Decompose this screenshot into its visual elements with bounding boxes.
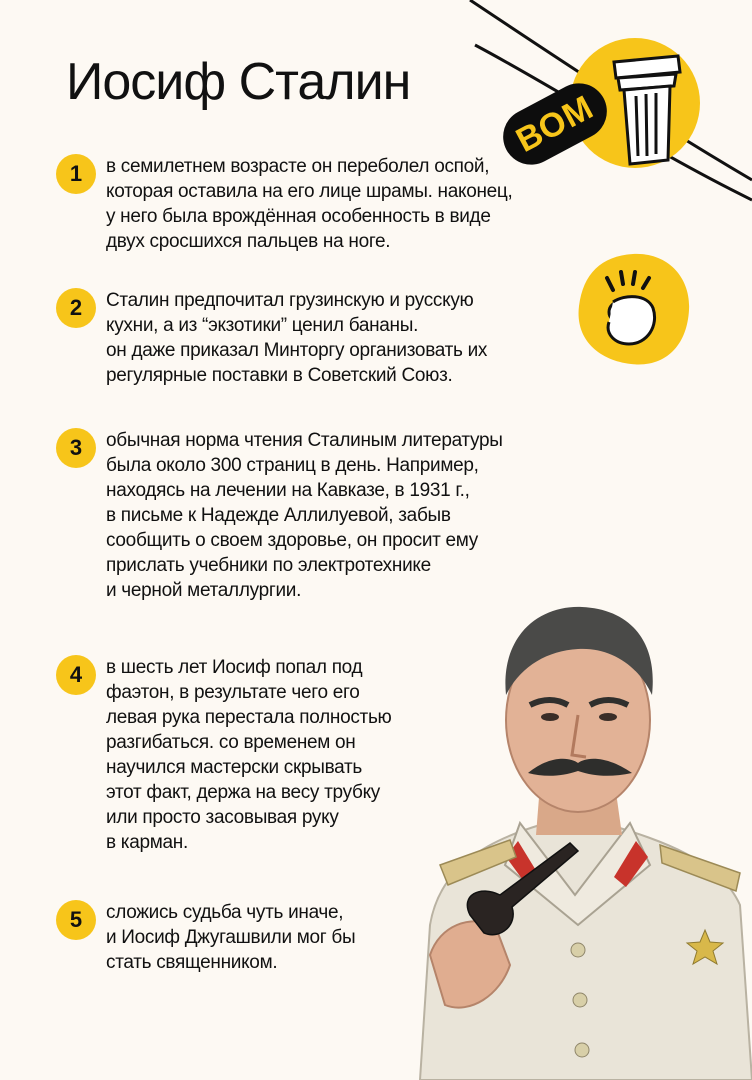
fact-line: в карман.	[106, 832, 188, 853]
fact-line: и черной металлургии.	[106, 580, 302, 601]
logo-text: ВОМ	[509, 87, 600, 160]
fact-line: левая рука перестала полностью	[106, 707, 392, 728]
fact-line: или просто засовывая руку	[106, 807, 339, 828]
fact-text	[106, 428, 576, 603]
fact-line: стать священником.	[106, 952, 278, 973]
fact-number-badge: 1	[56, 154, 96, 194]
page-title: Иосиф Сталин	[66, 53, 411, 111]
fact-line: обычная норма чтения Сталиным литературы	[106, 430, 503, 451]
fact-line: была около 300 страниц в день. Например,	[106, 455, 479, 476]
fact-number-badge: 3	[56, 428, 96, 468]
fact-line: прислать учебники по электротехнике	[106, 555, 431, 576]
fact-line: разгибаться. со временем он	[106, 732, 356, 753]
fact-number-badge: 5	[56, 900, 96, 940]
fact-line: кухни, а из “экзотики” ценил бананы.	[106, 315, 419, 336]
fact-line: сообщить о своем здоровье, он просит ему	[106, 530, 478, 551]
fact-line: в письме к Надежде Аллилуевой, забыв	[106, 505, 451, 526]
fact-line: в шесть лет Иосиф попал под	[106, 657, 363, 678]
fact-line: двух сросшихся пальцев на ноге.	[106, 231, 391, 252]
fact-line: и Иосиф Джугашвили мог бы	[106, 927, 356, 948]
fact-line: научился мастерски скрывать	[106, 757, 363, 778]
fact-line: которая оставила на его лице шрамы. наконец,	[106, 181, 513, 202]
fact-line: Сталин предпочитал грузинскую и русскую	[106, 290, 474, 311]
fact-line: он даже приказал Минторгу организовать их	[106, 340, 488, 361]
fact-line: находясь на лечении на Кавказе, в 1931 г.,	[106, 480, 470, 501]
fact-line: в семилетнем возрасте он переболел оспой,	[106, 156, 490, 177]
fact-number-badge: 4	[56, 655, 96, 695]
fact-line: у него была врождённая особенность в виде	[106, 206, 491, 227]
ok-hand-icon	[573, 250, 693, 370]
fact-line: регулярные поставки в Советский Союз.	[106, 365, 453, 386]
fact-text	[106, 288, 576, 388]
fact-line: этот факт, держа на весу трубку	[106, 782, 380, 803]
fact-line: сложись судьба чуть иначе,	[106, 902, 344, 923]
fact-line: фаэтон, в результате чего его	[106, 682, 360, 703]
fact-number-badge: 2	[56, 288, 96, 328]
stalin-portrait-icon	[400, 595, 752, 1080]
column-icon	[608, 52, 684, 172]
fact-text	[106, 154, 576, 254]
